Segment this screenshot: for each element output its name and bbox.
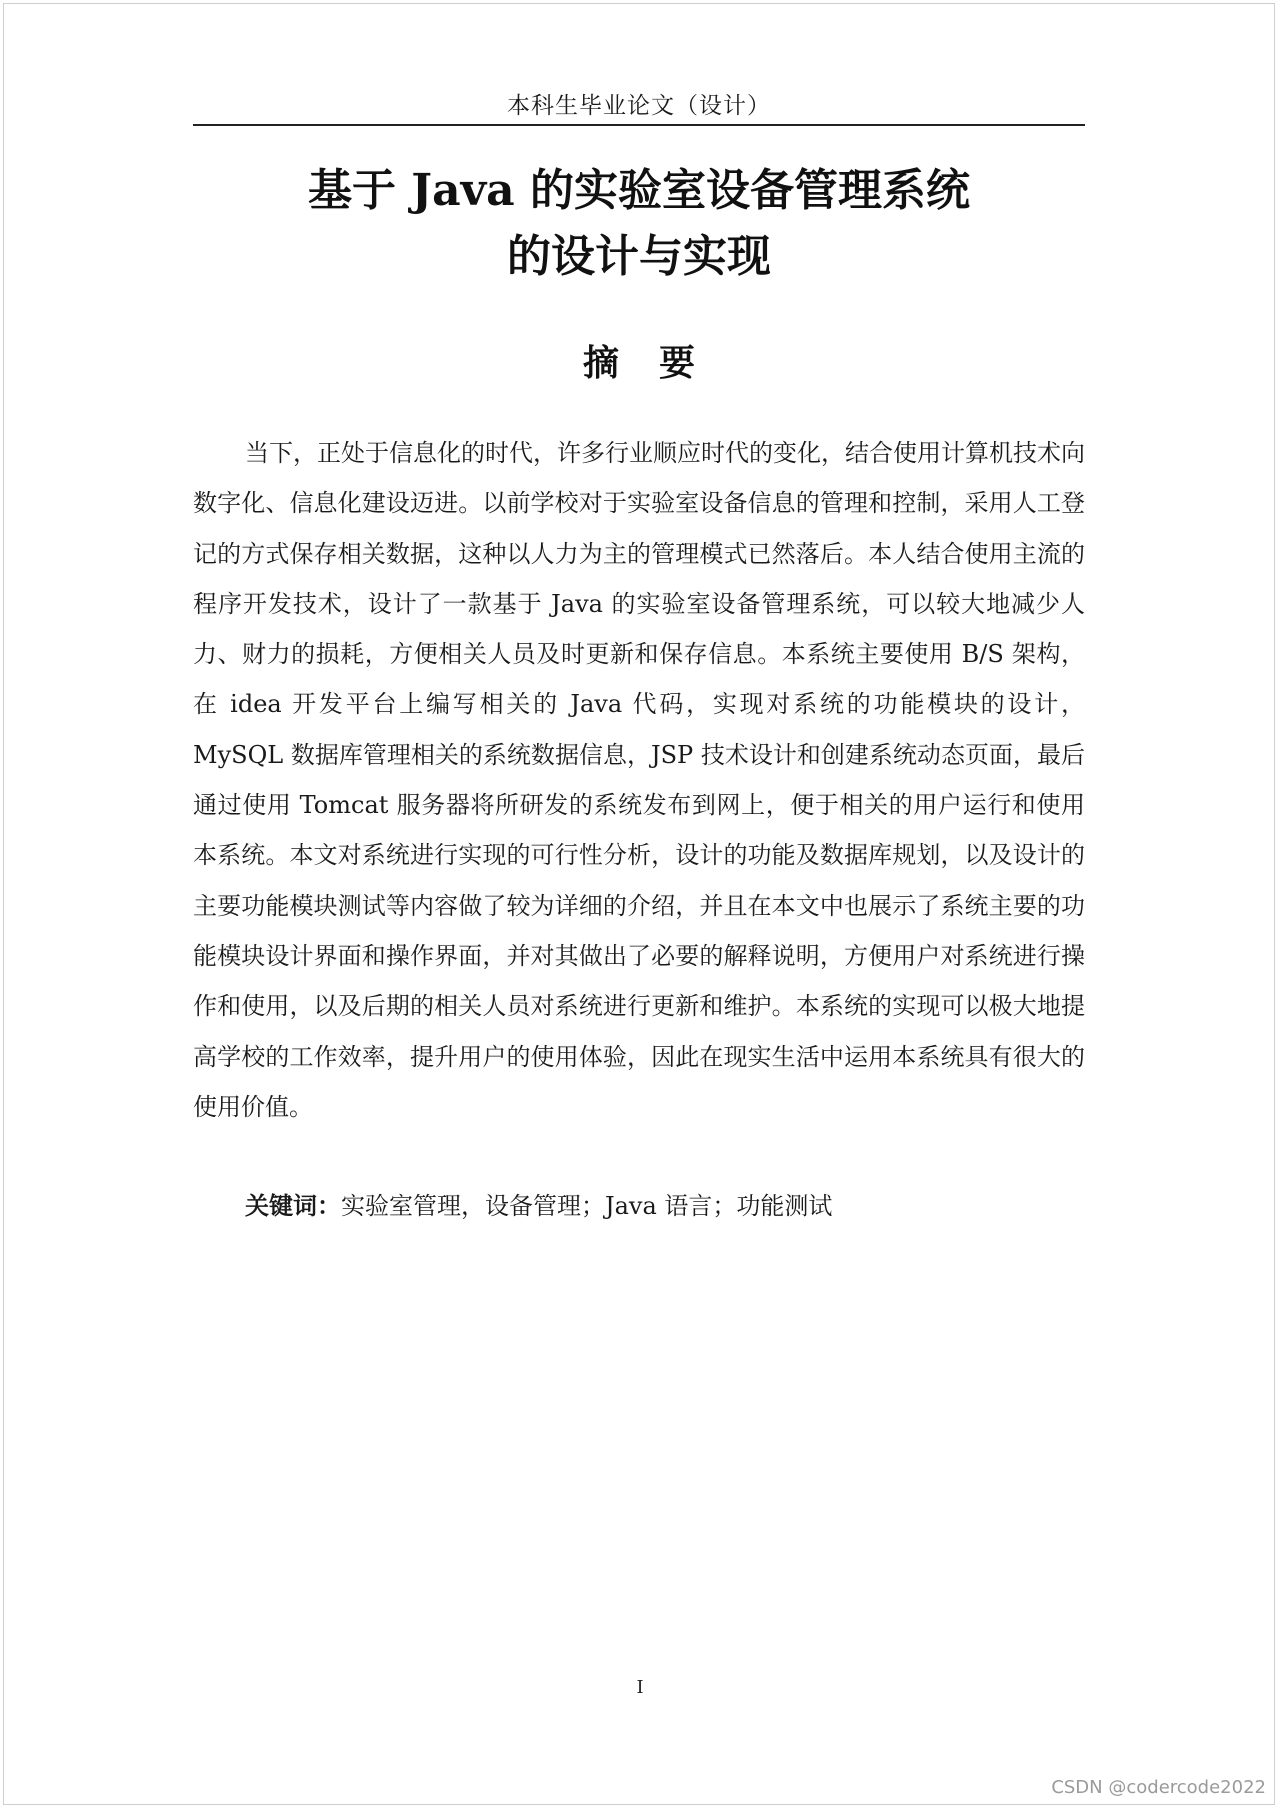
keywords: [245, 1186, 1085, 1226]
thesis-title-line-1: 基于 Java 的实验室设备管理系统: [307, 165, 971, 216]
header-rule: [193, 124, 1085, 126]
page-number: I: [636, 1677, 644, 1698]
abstract-heading: 摘要: [582, 343, 735, 384]
keywords-label: 关键词：: [245, 1192, 341, 1220]
running-header: 本科生毕业论文（设计）: [507, 93, 771, 119]
thesis-title: [193, 158, 1085, 290]
abstract-body: 当下，正处于信息化的时代，许多行业顺应时代的变化，结合使用计算机技术向数字化、信息化建设迈进。以前学校对于实验室设备信息的管理和控制，采用人工登记的方式保存相关数据，这种以人力为主的管理模式已然落后。本人结合使用主流的程序开发技术，设计了一款基于 Java 的实验室设备管理系统，可以较大地减少人力、财力的损耗，方便相关人员及时更新和保存信息。本系统主要使用 B/S 架构，在 idea 开发平台上编写相关的 Java 代码，实现对系统的功能模块的设计，MySQL 数据库管理相关的系统数据信息，JSP 技术设计和创建系统动态页面，最后通过使用 Tomcat 服务器将所研发的系统发布到网上，便于相关的用户运行和使用本系统。本文对系统进行实现的可行性分析，设计的功能及数据库规划，以及设计的主要功能模块测试等内容做了较为详细的介绍，并且在本文中也展示了系统主要的功能模块设计界面和操作界面，并对其做出了必要的解释说明，方便用户对系统进行操作和使用，以及后期的相关人员对系统进行更新和维护。本系统的实现可以极大地提高学校的工作效率，提升用户的使用体验，因此在现实生活中运用本系统具有很大的使用价值。: [193, 439, 1085, 1121]
keywords-value: 实验室管理，设备管理；Java 语言；功能测试: [341, 1192, 833, 1220]
thesis-title-line-2: 的设计与实现: [507, 231, 771, 282]
source-watermark: CSDN @codercode2022: [1051, 1777, 1266, 1798]
